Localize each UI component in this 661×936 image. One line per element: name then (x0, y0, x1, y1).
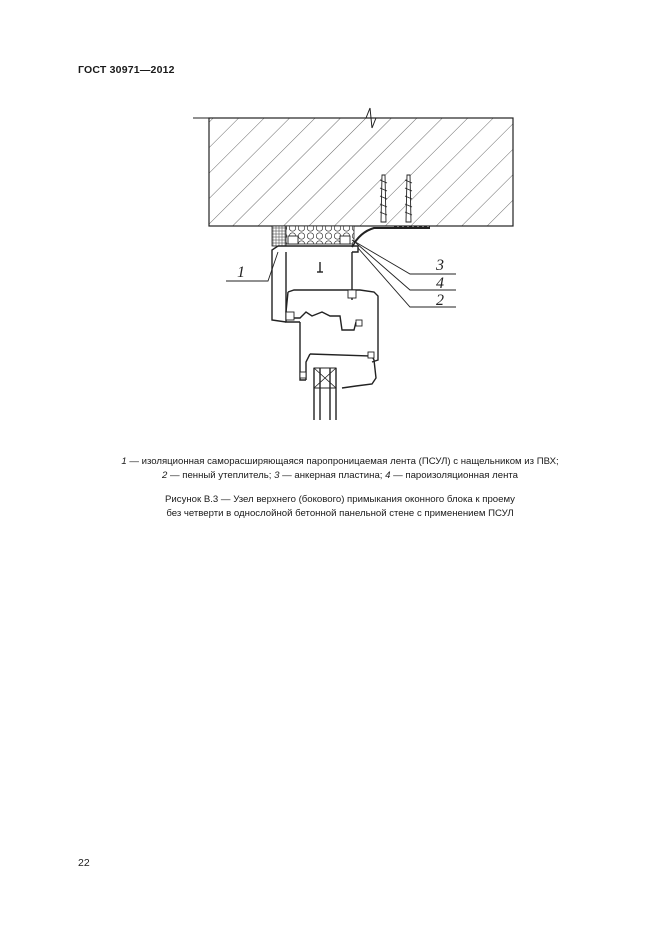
callout-4: 4 (436, 275, 444, 292)
legend-text: — пароизоляционная лента (390, 470, 518, 481)
figure-caption (40, 493, 640, 521)
legend-line-2 (40, 469, 640, 483)
caption-line-2: без четверти в однослойной бетонной панельной стене с применением ПСУЛ (166, 508, 514, 519)
psul-tape (272, 226, 286, 246)
callout-1: 1 (237, 264, 245, 281)
caption-line-1: Рисунок В.3 — Узел верхнего (бокового) примыкания оконного блока к проему (165, 494, 515, 505)
legend-text: — изоляционная саморасширяющаяся паропроницаемая лента (ПСУЛ) с нащельником из ПВХ; (126, 456, 559, 467)
callout-leaders (226, 240, 456, 307)
legend-text: — анкерная пластина; (279, 470, 386, 481)
legend-text: — пенный утеплитель; (167, 470, 275, 481)
legend-num: 4 (385, 470, 391, 481)
callout-3: 3 (436, 257, 444, 274)
anchor-plate (352, 228, 430, 247)
page-number: 22 (78, 857, 90, 869)
legend-num: 1 (121, 456, 127, 467)
document-header: ГОСТ 30971—2012 (78, 64, 175, 76)
callout-2: 2 (436, 292, 444, 309)
figure-legend (40, 455, 640, 483)
technical-drawing (0, 0, 661, 440)
seals (286, 236, 374, 378)
legend-num: 2 (161, 470, 168, 481)
legend-num: 3 (274, 470, 280, 481)
window-frame (272, 246, 378, 420)
concrete-wall (193, 108, 513, 226)
legend-line-1 (40, 455, 640, 469)
